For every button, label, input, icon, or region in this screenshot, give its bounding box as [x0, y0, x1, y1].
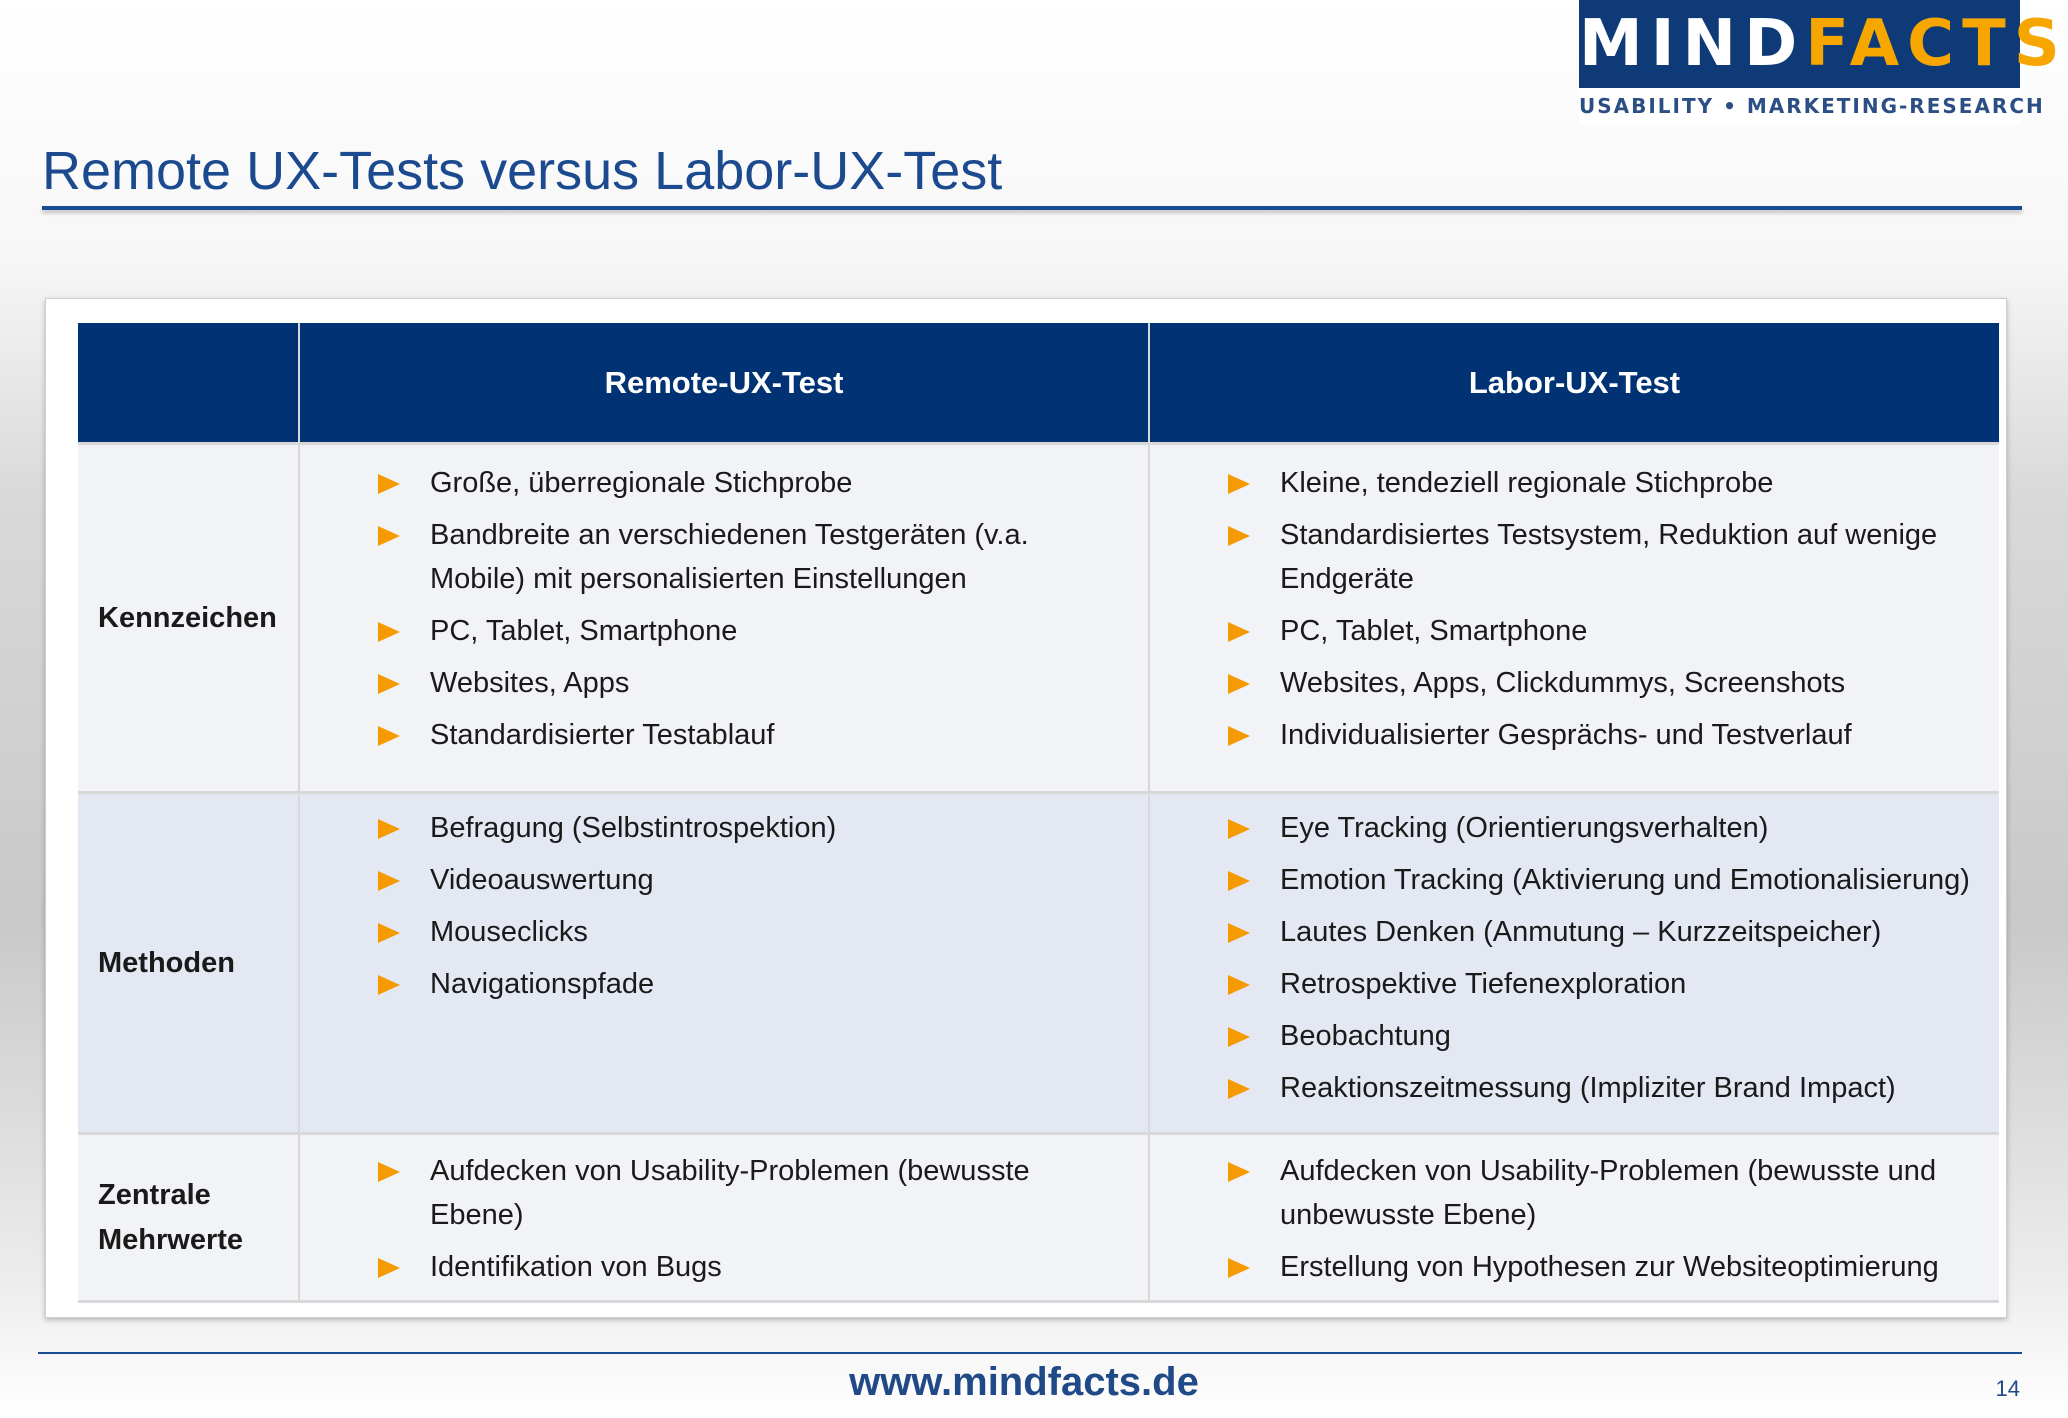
list-item-text: Erstellung von Hypothesen zur Websiteoptimierung [1280, 1251, 1939, 1283]
row-label-line1: Zentrale [98, 1178, 211, 1211]
list-item-text: Beobachtung [1280, 1020, 1451, 1052]
bullet-arrow-icon [1228, 1027, 1250, 1047]
list-item-text: Navigationspfade [430, 968, 655, 1000]
list-item [1150, 1066, 1979, 1110]
row-label-kennzeichen: Kennzeichen [78, 444, 299, 793]
list-item-text: Lautes Denken (Anmutung – Kurzzeitspeicher) [1280, 916, 1882, 948]
list-item [300, 609, 1118, 653]
footer-url-link[interactable]: www.mindfacts.de [849, 1360, 1199, 1404]
logo-word-mind: MIND [1579, 7, 1806, 81]
list-item [300, 962, 1128, 1006]
list-item [300, 1149, 1128, 1237]
list-item [300, 713, 1118, 757]
bullet-arrow-icon [378, 871, 400, 891]
bullet-arrow-icon [378, 1258, 400, 1278]
bullet-arrow-icon [1228, 1079, 1250, 1099]
list-item-text: Standardisiertes Testsystem, Reduktion auf wenige Endgeräte [1280, 519, 1938, 595]
table-row-kennzeichen [78, 444, 1999, 793]
list-item-text: Aufdecken von Usability-Problemen (bewusste Ebene) [430, 1155, 1030, 1231]
list-item-text: Bandbreite an verschiedenen Testgeräten (v.a. Mobile) mit personalisierten Einstellungen [430, 519, 1029, 595]
list-item [1150, 806, 1979, 850]
cell-labor-mehrwerte [1149, 1134, 1999, 1302]
list-item [1150, 1149, 1979, 1237]
bullet-arrow-icon [378, 526, 400, 546]
logo-word-facts: FACTS [1805, 7, 2068, 81]
bullet-arrow-icon [1228, 1162, 1250, 1182]
cell-labor-kennzeichen [1149, 444, 1999, 793]
list-item [300, 513, 1118, 601]
list-item [1150, 661, 1969, 705]
list-item-text: Reaktionszeitmessung (Impliziter Brand Impact) [1280, 1072, 1896, 1104]
bullet-arrow-icon [1228, 975, 1250, 995]
list-item [300, 858, 1128, 902]
row-label-zentrale-mehrwerte [78, 1134, 299, 1302]
list-item [1150, 962, 1979, 1006]
bullet-arrow-icon [1228, 526, 1250, 546]
list-item-text: Identifikation von Bugs [430, 1251, 722, 1283]
list-item-text: PC, Tablet, Smartphone [1280, 615, 1588, 647]
list-item-text: Websites, Apps, Clickdummys, Screenshots [1280, 667, 1846, 699]
list-item [1150, 910, 1979, 954]
list-item-text: Befragung (Selbstintrospektion) [430, 812, 837, 844]
list-item-text: Standardisierter Testablauf [430, 719, 775, 751]
list-item [1150, 1014, 1979, 1058]
list-item [300, 806, 1128, 850]
list-item-text: Eye Tracking (Orientierungsverhalten) [1280, 812, 1769, 844]
list-item-text: Große, überregionale Stichprobe [430, 467, 853, 499]
bullet-arrow-icon [378, 975, 400, 995]
list-item-text: Retrospektive Tiefenexploration [1280, 968, 1687, 1000]
table-row-methoden [78, 793, 1999, 1134]
row-label-methoden: Methoden [78, 793, 299, 1134]
list-item [1150, 609, 1969, 653]
cell-remote-methoden [299, 793, 1149, 1134]
title-divider [42, 206, 2022, 210]
mindfacts-logo [1579, 0, 2068, 124]
list-item [300, 661, 1118, 705]
list-item-text: Mouseclicks [430, 916, 588, 948]
cell-labor-methoden [1149, 793, 1999, 1134]
list-item-text: Aufdecken von Usability-Problemen (bewusste und unbewusste Ebene) [1280, 1155, 1937, 1231]
list-item [1150, 513, 1969, 601]
row-label-line2: Mehrwerte [98, 1223, 244, 1256]
list-item-text: Videoauswertung [430, 864, 654, 896]
logo-wordmark [1579, 0, 2068, 88]
header-empty-cell [78, 323, 299, 444]
list-item [1150, 461, 1969, 505]
table-header-row [78, 323, 1999, 444]
list-item-text: Kleine, tendeziell regionale Stichprobe [1280, 467, 1774, 499]
bullet-arrow-icon [1228, 923, 1250, 943]
list-item [300, 910, 1128, 954]
bullet-arrow-icon [1228, 674, 1250, 694]
header-remote: Remote-UX-Test [299, 323, 1149, 444]
bullet-arrow-icon [1228, 474, 1250, 494]
bullet-arrow-icon [1228, 1258, 1250, 1278]
bullet-arrow-icon [1228, 819, 1250, 839]
list-item-text: PC, Tablet, Smartphone [430, 615, 738, 647]
comparison-table [78, 323, 1999, 1303]
bullet-arrow-icon [378, 674, 400, 694]
bullet-arrow-icon [378, 474, 400, 494]
bullet-arrow-icon [1228, 726, 1250, 746]
bullet-arrow-icon [378, 923, 400, 943]
bullet-arrow-icon [378, 726, 400, 746]
table-row-zentrale-mehrwerte [78, 1134, 1999, 1302]
logo-tagline: USABILITY • MARKETING-RESEARCH [1579, 94, 2045, 118]
bullet-arrow-icon [1228, 622, 1250, 642]
page-title: Remote UX-Tests versus Labor-UX-Test [42, 141, 1003, 201]
footer-divider [38, 1352, 2022, 1354]
list-item [300, 461, 1118, 505]
list-item [1150, 713, 1969, 757]
page-number: 14 [1995, 1376, 2020, 1401]
list-item-text: Individualisierter Gesprächs- und Testverlauf [1280, 719, 1852, 751]
list-item [300, 1245, 1128, 1289]
list-item [1150, 858, 1979, 902]
bullet-arrow-icon [1228, 871, 1250, 891]
bullet-arrow-icon [378, 622, 400, 642]
cell-remote-mehrwerte [299, 1134, 1149, 1302]
header-labor: Labor-UX-Test [1149, 323, 1999, 444]
bullet-arrow-icon [378, 1162, 400, 1182]
list-item-text: Emotion Tracking (Aktivierung und Emotionalisierung) [1280, 864, 1970, 896]
list-item [1150, 1245, 1979, 1289]
bullet-arrow-icon [378, 819, 400, 839]
cell-remote-kennzeichen [299, 444, 1149, 793]
list-item-text: Websites, Apps [430, 667, 630, 699]
